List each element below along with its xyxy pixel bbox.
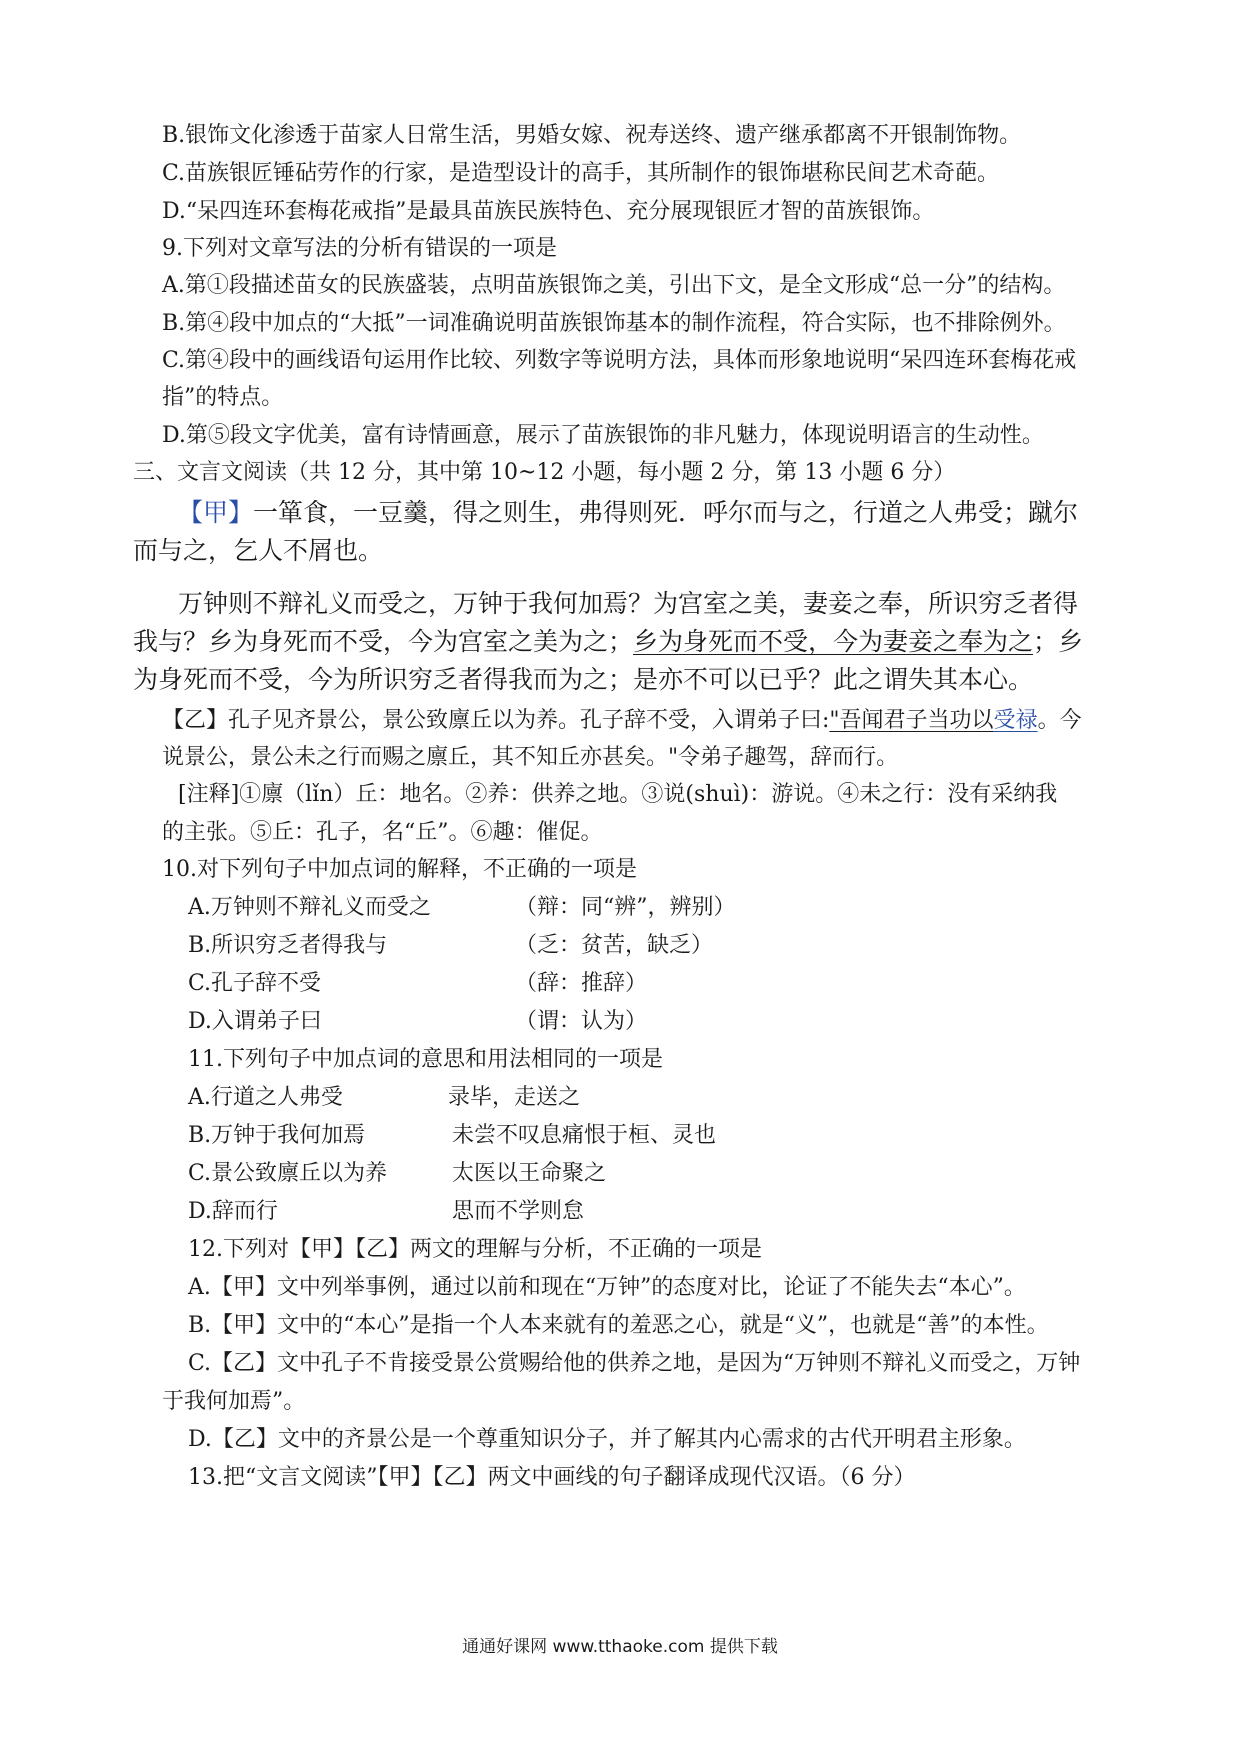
passage-jia-line1 — [178, 496, 1078, 530]
q10-option-b: B.所识穷乏者得我与 — [188, 933, 388, 958]
q10-stem: 10.对下列句子中加点词的解释，不正确的一项是 — [162, 857, 637, 882]
passage-yi-line1 — [162, 706, 1082, 736]
q9-stem: 9.下列对文章写法的分析有错误的一项是 — [162, 236, 557, 261]
q11-option-a-compare: 录毕，走送之 — [448, 1085, 581, 1110]
section3-title: 三、文言文阅读（共 12 分，其中第 10~12 小题，每小题 2 分，第 13 小题 6 分） — [133, 460, 956, 485]
q11-option-d-compare: 思而不学则怠 — [452, 1199, 585, 1224]
q9-option-c-line1: C.第④段中的画线语句运用作比较、列数字等说明方法，具体而形象地说明“呆四连环套梅花戒 — [162, 348, 1077, 373]
passage-jia-line4 — [133, 625, 1083, 659]
passage-jia-line2: 而与之，乞人不屑也。 — [133, 536, 384, 565]
q10-option-c: C.孔子辞不受 — [188, 971, 322, 996]
q11-option-a: A.行道之人弗受 — [188, 1085, 343, 1110]
underlined-sentence-yi: "吾闻君子当功以 — [829, 708, 994, 733]
q12-stem: 12.下列对【甲】【乙】两文的理解与分析，不正确的一项是 — [188, 1237, 762, 1262]
passage-yi-line2: 说景公，景公未之行而赐之廪丘，其不知丘亦甚矣。"令弟子趣驾，辞而行。 — [162, 745, 899, 770]
q9-option-a: A.第①段描述苗女的民族盛装，点明苗族银饰之美，引出下文，是全文形成“总一分”的结构。 — [162, 273, 1066, 298]
underlined-link-shoulu: 受禄 — [993, 708, 1038, 733]
q9-option-c-line2: 指”的特点。 — [162, 385, 284, 410]
q11-option-d: D.辞而行 — [188, 1199, 278, 1224]
q12-option-c-line1: C.【乙】文中孔子不肯接受景公赏赐给他的供养之地，是因为“万钟则不辩礼义而受之，万钟 — [188, 1351, 1081, 1376]
q11-option-c: C.景公致廪丘以为养 — [188, 1161, 388, 1186]
q10-option-c-explanation: （辞：推辞） — [515, 971, 648, 996]
passage-jia-line4-end: ；乡 — [1033, 627, 1084, 656]
passage-jia-text1: 一箪食，一豆羹，得之则生，弗得则死．呼尔而与之，行道之人弗受；蹴尔 — [253, 498, 1079, 527]
q12-option-b: B.【甲】文中的“本心”是指一个人本来就有的羞恶之心，就是“义”，也就是“善”的本性。 — [188, 1313, 1049, 1338]
passage-jia-line4-start: 我与？乡为身死而不受，今为宫室之美为之； — [133, 627, 634, 656]
q10-option-d-explanation: （谓：认为） — [515, 1009, 648, 1034]
q8-option-d: D.“呆四连环套梅花戒指”是最具苗族民族特色、充分展现银匠才智的苗族银饰。 — [162, 199, 935, 224]
q12-option-c-line2: 于我何加焉”。 — [162, 1389, 306, 1414]
q10-option-b-explanation: （乏：贫苦，缺乏） — [515, 933, 714, 958]
q10-option-a: A.万钟则不辩礼义而受之 — [188, 895, 431, 920]
underlined-sentence-jia: 乡为身死而不受，今为妻妾之奉为之 — [633, 627, 1034, 656]
q10-option-d: D.入谓弟子曰 — [188, 1009, 322, 1034]
q13-stem: 13.把“文言文阅读”【甲】【乙】两文中画线的句子翻译成现代汉语。（6 分） — [188, 1465, 916, 1490]
q11-option-b: B.万钟于我何加焉 — [188, 1123, 366, 1148]
footer-download-note: 通通好课网 www.tthaoke.com 提供下载 — [462, 1637, 778, 1657]
passage-yi-line1-end: 。今 — [1037, 708, 1082, 733]
q11-option-b-compare: 未尝不叹息痛恨于桓、灵也 — [452, 1123, 717, 1148]
passage-jia-tag: 【甲】 — [178, 498, 254, 527]
q9-option-b: B.第④段中加点的“大抵”一词准确说明苗族银饰基本的制作流程，符合实际，也不排除例外。 — [162, 311, 1066, 336]
q11-stem: 11.下列句子中加点词的意思和用法相同的一项是 — [188, 1047, 663, 1072]
q10-option-a-explanation: （辩：同“辨”，辨别） — [515, 895, 736, 920]
q12-option-d: D.【乙】文中的齐景公是一个尊重知识分子，并了解其内心需求的古代开明君主形象。 — [188, 1427, 1026, 1452]
q8-option-b: B.银饰文化渗透于苗家人日常生活，男婚女嫁、祝寿送终、遗产继承都离不开银制饰物。 — [162, 123, 1022, 148]
passage-jia-line3: 万钟则不辩礼义而受之，万钟于我何加焉？为宫室之美，妻妾之奉，所识穷乏者得 — [178, 589, 1079, 618]
passage-jia-line5: 为身死而不受，今为所识穷乏者得我而为之；是亦不可以已乎？此之谓失其本心。 — [133, 665, 1034, 694]
q12-option-a: A.【甲】文中列举事例，通过以前和现在“万钟”的态度对比，论证了不能失去“本心”。 — [188, 1275, 1026, 1300]
passage-yi-line1-start: 【乙】孔子见齐景公，景公致廪丘以为养。孔子辞不受，入谓弟子曰: — [162, 708, 830, 733]
q9-option-d: D.第⑤段文字优美，富有诗情画意，展示了苗族银饰的非凡魅力，体现说明语言的生动性。 — [162, 423, 1044, 448]
q8-option-c: C.苗族银匠锤砧劳作的行家，是造型设计的高手，其所制作的银饰堪称民间艺术奇葩。 — [162, 161, 1000, 186]
notes-line1: [注释]①廪（lǐn）丘：地名。②养：供养之地。③说(shuì)：游说。④未之行：没有采纳我 — [178, 782, 1058, 807]
q11-option-c-compare: 太医以王命聚之 — [452, 1161, 607, 1186]
notes-line2: 的主张。⑤丘：孔子，名“丘”。⑥趣：催促。 — [162, 820, 603, 845]
